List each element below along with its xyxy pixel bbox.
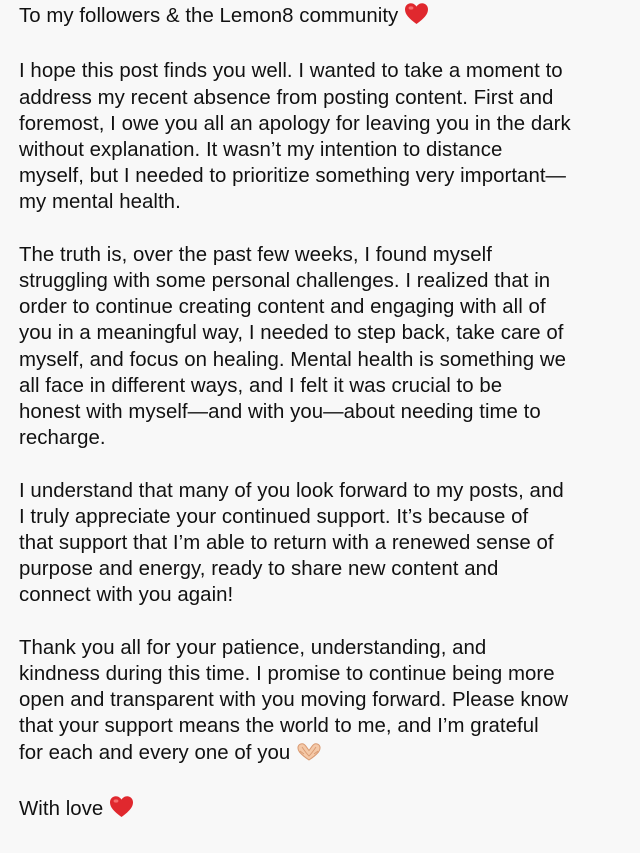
note-title-line	[19, 2, 626, 32]
note-paragraph-4: Thank you all for your patience, understanding, and kindness during this time. I promise to continue being more open and transparent with you moving forward. Please know that your support means the world to me, and I’m grateful for each and every one of you	[19, 636, 569, 764]
note-title: To my followers & the Lemon8 community	[19, 5, 399, 27]
note-paragraph-2: The truth is, over the past few weeks, I found myself struggling with some personal challenges. I realized that in order to continue creating content and engaging with all of you in a meaningful way, I needed to step back, take care of myself, and focus on healing. Mental health is something we all face in different ways, and I felt it was crucial to be honest with myself—and with you—about needing time to recharge.	[19, 243, 567, 450]
note-signoff-line	[19, 795, 626, 825]
red-heart-emoji-icon	[109, 795, 134, 825]
note-paragraph-4-line	[19, 635, 626, 769]
note-signoff: With love	[19, 798, 104, 821]
heart-hands-emoji-icon	[296, 742, 322, 769]
note-paragraph-3: I understand that many of you look forward to my posts, and I truly appreciate your continued support. It’s because of that support that I’m able to return with a renewed sense of purpose and energy, ready to share new content and connect with you again!	[19, 479, 564, 607]
red-heart-emoji-icon	[404, 2, 429, 32]
note-paragraph-1: I hope this post finds you well. I wanted to take a moment to address my recent absence from posting content. First and foremost, I owe you all an apology for leaving you in the dark without explanation. It wasn’t my intention to distance myself, but I needed to prioritize something very important— my mental health.	[19, 60, 571, 214]
